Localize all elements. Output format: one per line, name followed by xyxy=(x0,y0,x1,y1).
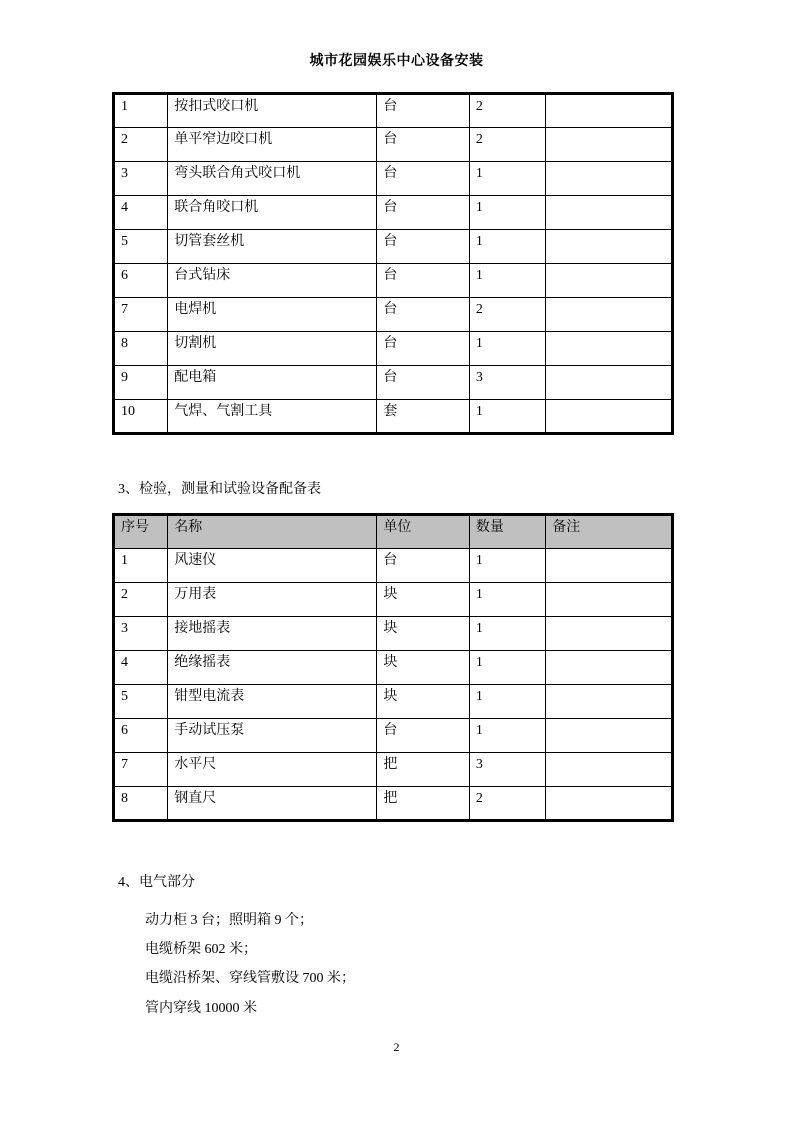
table-row xyxy=(114,230,673,264)
table-cell-idx: 6 xyxy=(114,719,168,753)
table-cell-name: 水平尺 xyxy=(168,753,377,787)
table-cell-note xyxy=(546,298,673,332)
table-row xyxy=(114,162,673,196)
table-cell-unit: 套 xyxy=(377,400,469,434)
table-cell-qty: 1 xyxy=(469,162,545,196)
table-cell-note xyxy=(546,583,673,617)
table-cell-unit: 台 xyxy=(377,298,469,332)
table-cell-unit: 台 xyxy=(377,94,469,128)
table-cell-note xyxy=(546,196,673,230)
table-cell-name: 电焊机 xyxy=(168,298,377,332)
table-cell-qty: 2 xyxy=(469,94,545,128)
table-cell-name: 钢直尺 xyxy=(168,787,377,821)
table-cell-qty: 1 xyxy=(469,651,545,685)
inspection-table-body xyxy=(114,549,673,821)
table-cell-unit: 块 xyxy=(377,583,469,617)
table-cell-unit: 台 xyxy=(377,264,469,298)
table-cell-idx: 3 xyxy=(114,162,168,196)
table-cell-qty: 2 xyxy=(469,298,545,332)
table-cell-note xyxy=(546,719,673,753)
table-cell-note xyxy=(546,400,673,434)
table-cell-unit: 台 xyxy=(377,230,469,264)
equipment-table-body xyxy=(114,94,673,434)
table-cell-note xyxy=(546,162,673,196)
table-cell-idx: 4 xyxy=(114,196,168,230)
table-cell-note xyxy=(546,128,673,162)
table-cell-unit: 台 xyxy=(377,549,469,583)
table-cell-qty: 1 xyxy=(469,617,545,651)
table-cell-idx: 6 xyxy=(114,264,168,298)
table-cell-idx: 3 xyxy=(114,617,168,651)
table-cell-idx: 4 xyxy=(114,651,168,685)
table-header-cell-name: 名称 xyxy=(168,515,377,549)
table-row xyxy=(114,787,673,821)
page-number: 2 xyxy=(393,1040,400,1054)
table-cell-qty: 1 xyxy=(469,583,545,617)
table-cell-idx: 8 xyxy=(114,332,168,366)
table-row xyxy=(114,549,673,583)
table-header-row xyxy=(114,515,673,549)
table-cell-unit: 块 xyxy=(377,685,469,719)
table-cell-note xyxy=(546,549,673,583)
table-cell-name: 万用表 xyxy=(168,583,377,617)
table-row xyxy=(114,94,673,128)
table-cell-unit: 把 xyxy=(377,787,469,821)
electrical-line-3: 电缆沿桥架、穿线管敷设 700 米； xyxy=(145,971,355,986)
table-cell-idx: 1 xyxy=(114,549,168,583)
table-cell-name: 钳型电流表 xyxy=(168,685,377,719)
table-cell-note xyxy=(546,685,673,719)
table-cell-note xyxy=(546,264,673,298)
table-cell-idx: 2 xyxy=(114,583,168,617)
table-row xyxy=(114,617,673,651)
table-row xyxy=(114,400,673,434)
table-cell-note xyxy=(546,230,673,264)
table-cell-qty: 1 xyxy=(469,400,545,434)
table-row xyxy=(114,651,673,685)
table-cell-name: 联合角咬口机 xyxy=(168,196,377,230)
table-header-cell-qty: 数量 xyxy=(469,515,545,549)
table-cell-note xyxy=(546,651,673,685)
table-cell-qty: 2 xyxy=(469,128,545,162)
table-cell-note xyxy=(546,753,673,787)
table-header-cell-unit: 单位 xyxy=(377,515,469,549)
electrical-line-1: 动力柜 3 台；照明箱 9 个； xyxy=(145,913,313,928)
table-cell-qty: 3 xyxy=(469,366,545,400)
table-cell-idx: 10 xyxy=(114,400,168,434)
table-row xyxy=(114,264,673,298)
table-cell-qty: 1 xyxy=(469,196,545,230)
electrical-section-heading: 4、电气部分 xyxy=(118,875,195,890)
table-row xyxy=(114,753,673,787)
table-cell-idx: 5 xyxy=(114,685,168,719)
table-cell-name: 按扣式咬口机 xyxy=(168,94,377,128)
table-cell-name: 切管套丝机 xyxy=(168,230,377,264)
table-cell-qty: 1 xyxy=(469,230,545,264)
table-cell-unit: 块 xyxy=(377,617,469,651)
table-cell-name: 弯头联合角式咬口机 xyxy=(168,162,377,196)
inspection-table-head xyxy=(114,515,673,549)
table-row xyxy=(114,196,673,230)
table-cell-name: 手动试压泵 xyxy=(168,719,377,753)
page-title: 城市花园娱乐中心设备安装 xyxy=(309,54,484,69)
table-row xyxy=(114,719,673,753)
inspection-table-caption: 3、检验，测量和试验设备配备表 xyxy=(118,482,321,497)
table-cell-qty: 1 xyxy=(469,685,545,719)
table-cell-unit: 台 xyxy=(377,366,469,400)
electrical-line-4: 管内穿线 10000 米 xyxy=(145,1001,257,1016)
table-cell-note xyxy=(546,617,673,651)
table-cell-name: 风速仪 xyxy=(168,549,377,583)
table-cell-unit: 台 xyxy=(377,196,469,230)
table-cell-idx: 7 xyxy=(114,753,168,787)
table-row xyxy=(114,366,673,400)
table-cell-qty: 1 xyxy=(469,719,545,753)
table-cell-name: 气焊、气割工具 xyxy=(168,400,377,434)
table-cell-name: 绝缘摇表 xyxy=(168,651,377,685)
table-cell-idx: 9 xyxy=(114,366,168,400)
table-cell-unit: 台 xyxy=(377,332,469,366)
table-cell-idx: 5 xyxy=(114,230,168,264)
table-header-cell-note: 备注 xyxy=(546,515,673,549)
inspection-table xyxy=(112,513,674,822)
table-cell-idx: 8 xyxy=(114,787,168,821)
table-cell-idx: 7 xyxy=(114,298,168,332)
electrical-line-2: 电缆桥架 602 米； xyxy=(145,942,257,957)
table-cell-note xyxy=(546,787,673,821)
table-cell-note xyxy=(546,332,673,366)
table-cell-note xyxy=(546,94,673,128)
table-cell-note xyxy=(546,366,673,400)
table-cell-idx: 1 xyxy=(114,94,168,128)
table-cell-name: 配电箱 xyxy=(168,366,377,400)
table-cell-name: 台式钻床 xyxy=(168,264,377,298)
table-row xyxy=(114,583,673,617)
equipment-table xyxy=(112,92,674,435)
table-cell-unit: 台 xyxy=(377,719,469,753)
table-cell-unit: 台 xyxy=(377,128,469,162)
table-row xyxy=(114,298,673,332)
table-row xyxy=(114,685,673,719)
table-cell-name: 单平窄边咬口机 xyxy=(168,128,377,162)
table-cell-unit: 把 xyxy=(377,753,469,787)
table-cell-qty: 1 xyxy=(469,264,545,298)
table-cell-unit: 块 xyxy=(377,651,469,685)
table-row xyxy=(114,128,673,162)
table-cell-qty: 1 xyxy=(469,332,545,366)
table-cell-name: 切割机 xyxy=(168,332,377,366)
table-cell-qty: 3 xyxy=(469,753,545,787)
table-header-cell-idx: 序号 xyxy=(114,515,168,549)
table-cell-name: 接地摇表 xyxy=(168,617,377,651)
table-row xyxy=(114,332,673,366)
table-cell-qty: 2 xyxy=(469,787,545,821)
table-cell-qty: 1 xyxy=(469,549,545,583)
table-cell-unit: 台 xyxy=(377,162,469,196)
table-cell-idx: 2 xyxy=(114,128,168,162)
